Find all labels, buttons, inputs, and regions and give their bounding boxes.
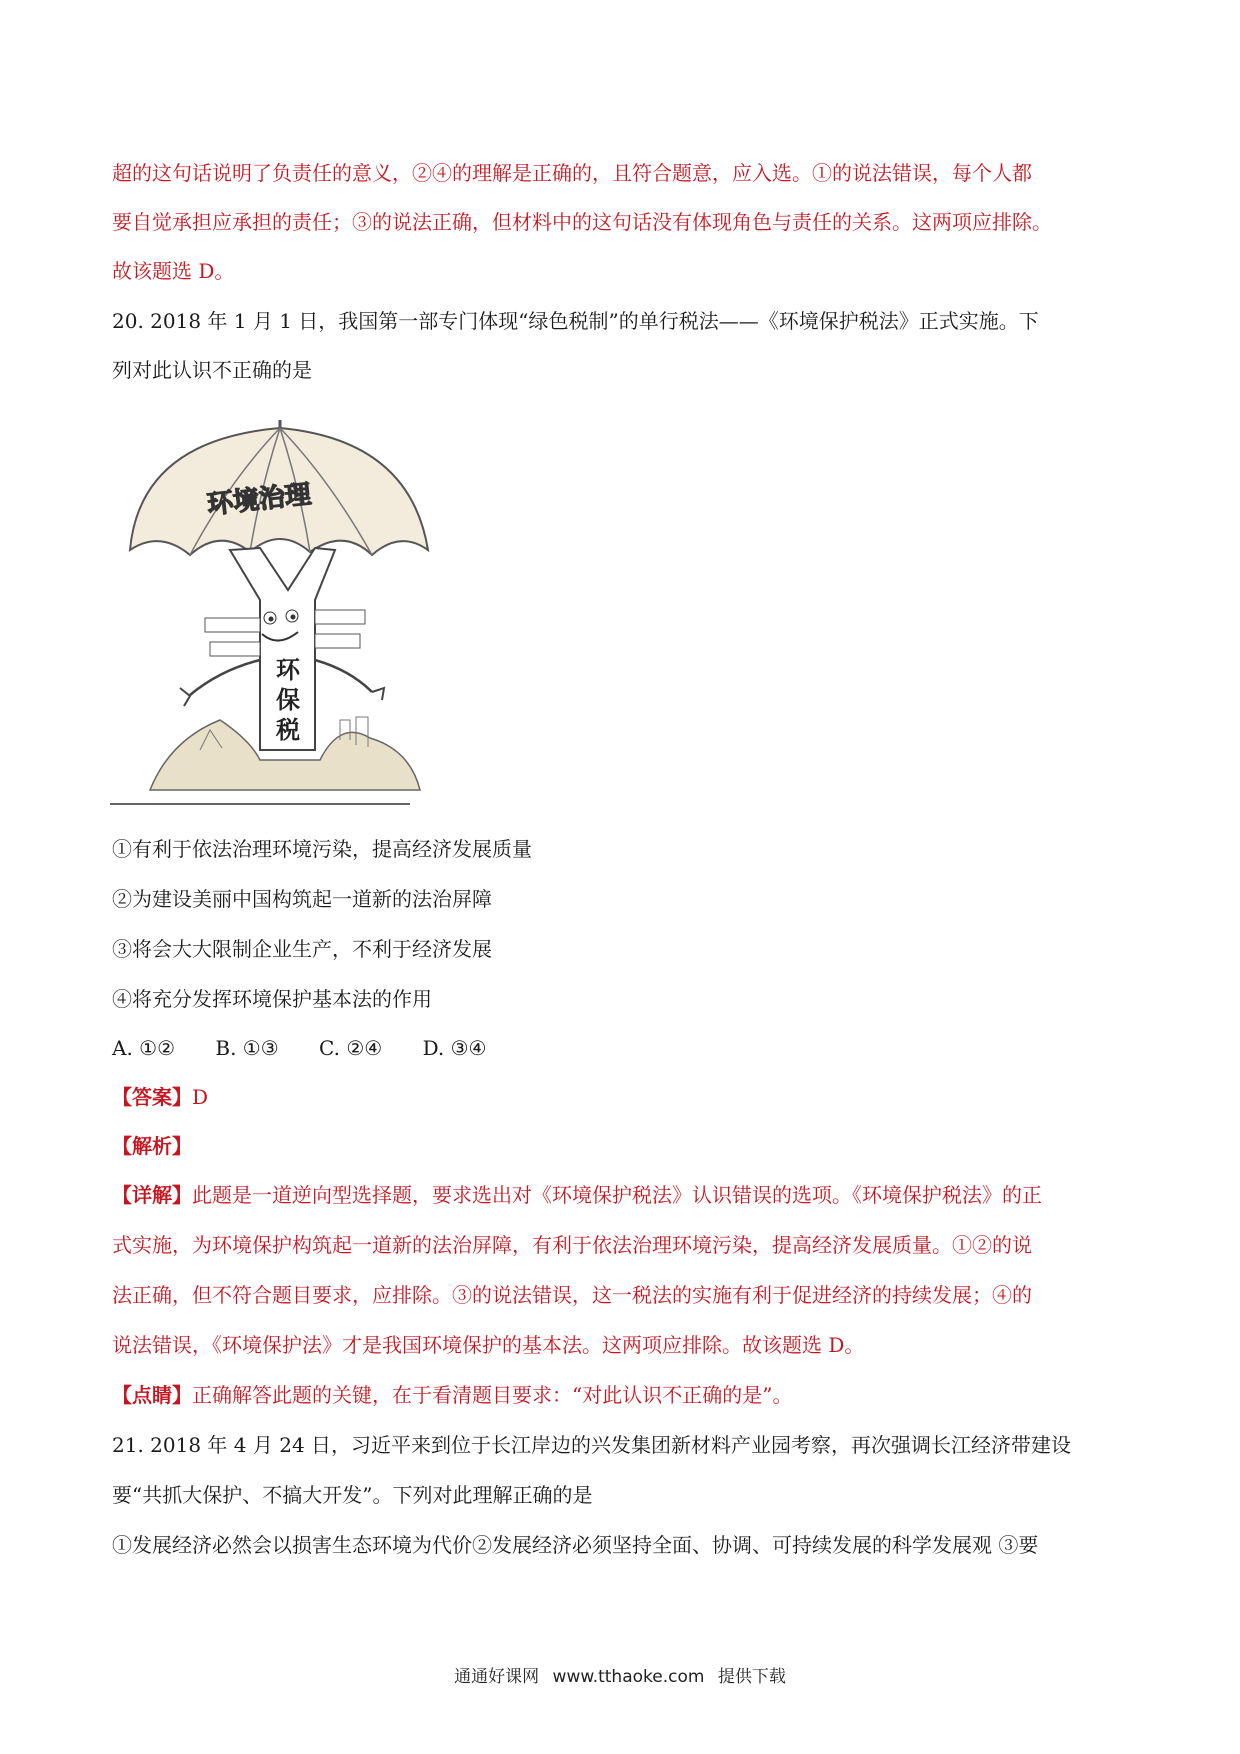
umbrella-text: 环境治理 [205,479,313,521]
prev-analysis-line-3: 故该题选 D。 [112,259,235,283]
footer-suffix: 提供下载 [717,1667,786,1687]
point-text: 正确解答此题的关键，在于看清题目要求：“对此认识不正确的是”。 [192,1383,793,1407]
body-text-1: 环 [276,656,300,684]
analysis-tag: 【解析】 [112,1134,192,1158]
q20-statement-4: ④将充分发挥环境保护基本法的作用 [112,987,432,1011]
option-d: D. ③④ [422,1036,487,1060]
q20-answer [112,1082,208,1112]
body-text-3: 税 [276,716,300,744]
q20-stem-line-1: 20. 2018 年 1 月 1 日，我国第一部专门体现“绿色税制”的单行税法——《环境保护税法》正式实施。下 [112,309,1039,333]
option-a: A. ①② [112,1036,176,1060]
q20-statement-3: ③将会大大限制企业生产，不利于经济发展 [112,937,492,961]
umbrella-tax-cartoon [110,420,460,810]
prev-analysis-line-2: 要自觉承担应承担的责任；③的说法正确，但材料中的这句话没有体现角色与责任的关系。这两项应排除。 [112,210,1052,234]
q20-options [112,1033,520,1063]
option-c: C. ②④ [319,1036,383,1060]
point-line [112,1380,792,1410]
q20-stem-line-2: 列对此认识不正确的是 [112,358,312,382]
detail-line-2: 式实施，为环境保护构筑起一道新的法治屏障，有利于依法治理环境污染，提高经济发展质量。①②的说 [112,1233,1032,1257]
body-text-2: 保 [276,686,300,714]
detail-text-1: 此题是一道逆向型选择题，要求选出对《环境保护税法》认识错误的选项。《环境保护税法》的正 [192,1183,1042,1207]
answer-value: D [192,1085,209,1109]
footer-url[interactable]: www.tthaoke.com [552,1667,705,1687]
detail-line-1 [112,1180,1042,1210]
q21-stem-line-1: 21. 2018 年 4 月 24 日，习近平来到位于长江岸边的兴发集团新材料产业园考察，再次强调长江经济带建设 [112,1433,1072,1457]
detail-line-4: 说法错误，《环境保护法》才是我国环境保护的基本法。这两项应排除。故该题选 D。 [112,1333,865,1357]
page-footer [0,1662,1240,1687]
footer-site-name: 通通好课网 [454,1667,540,1687]
answer-tag: 【答案】 [112,1085,192,1109]
detail-line-3: 法正确，但不符合题目要求，应排除。③的说法错误，这一税法的实施有利于促进经济的持续发展；④的 [112,1283,1032,1307]
detail-tag: 【详解】 [112,1183,192,1207]
q21-stem-line-2: 要“共抓大保护、不搞大开发”。下列对此理解正确的是 [112,1483,593,1507]
q20-statement-2: ②为建设美丽中国构筑起一道新的法治屏障 [112,887,492,911]
point-tag: 【点睛】 [112,1383,192,1407]
q21-statement-line: ①发展经济必然会以损害生态环境为代价②发展经济必须坚持全面、协调、可持续发展的科学发展观 ③要 [112,1533,1039,1557]
option-b: B. ①③ [215,1036,279,1060]
q20-cartoon-figure [110,420,460,810]
q20-statement-1: ①有利于依法治理环境污染，提高经济发展质量 [112,837,532,861]
prev-analysis-line-1: 超的这句话说明了负责任的意义，②④的理解是正确的，且符合题意，应入选。①的说法错误，每个人都 [112,161,1032,185]
